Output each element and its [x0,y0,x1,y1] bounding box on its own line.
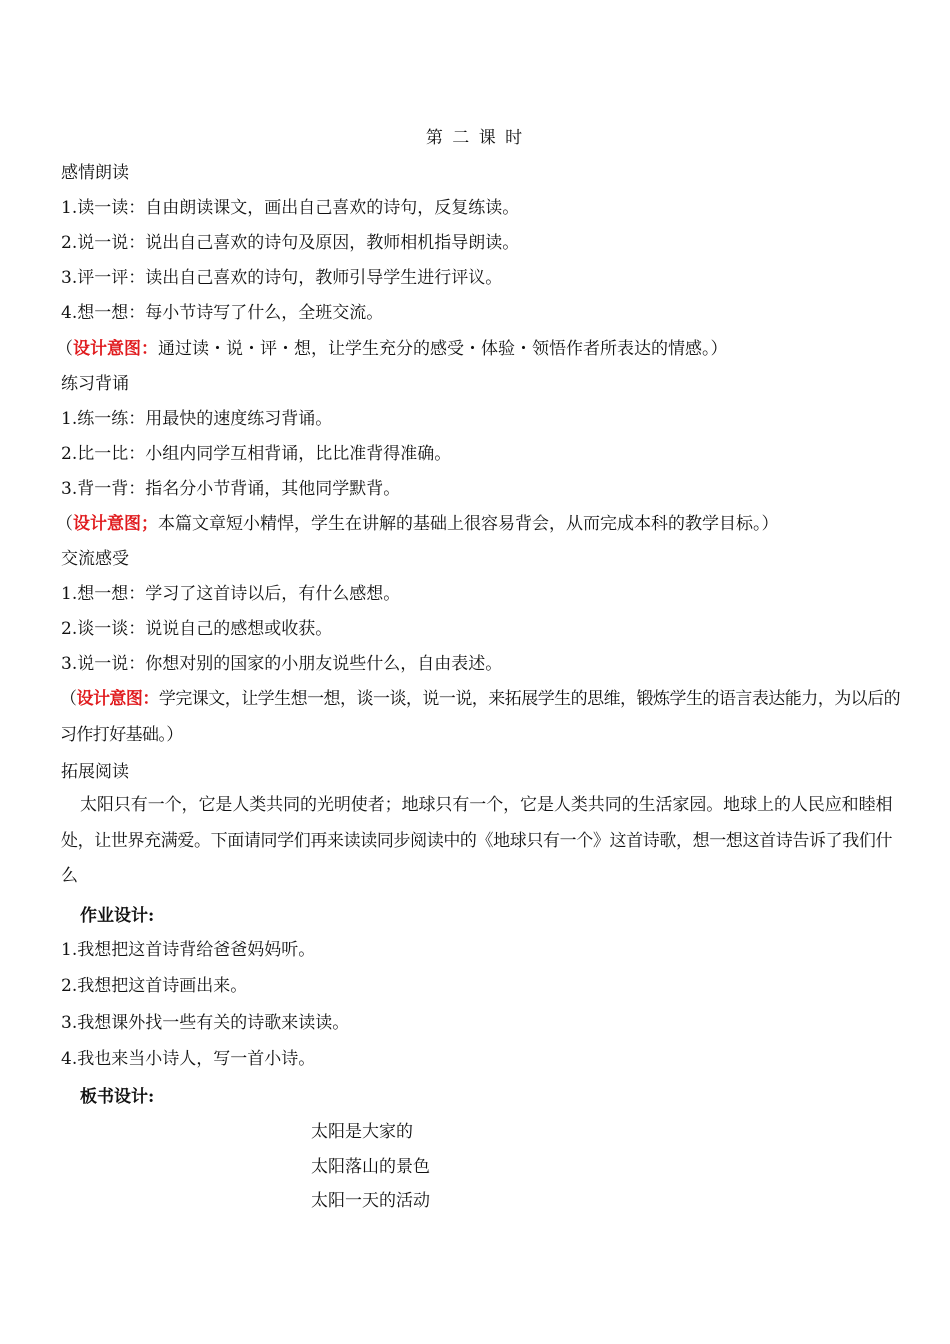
design-intent-note [60,682,900,753]
list-item: 1.我想把这首诗背给爸爸妈妈听。 [61,940,316,960]
design-intent-text: 本篇文章短小精悍，学生在讲解的基础上很容易背会，从而完成本科的教学目标。） [158,514,779,534]
board-line: 太阳一天的活动 [311,1191,430,1211]
list-item: 3.说一说：你想对别的国家的小朋友说些什么，自由表述。 [61,654,503,674]
list-item: 1.想一想：学习了这首诗以后，有什么感想。 [61,584,401,604]
list-item: 3.我想课外找一些有关的诗歌来读读。 [61,1013,350,1033]
section-heading: 交流感受 [61,549,129,569]
list-item: 3.评一评：读出自己喜欢的诗句，教师引导学生进行评议。 [61,268,503,288]
design-intent-note [56,337,900,361]
list-item: 1.读一读：自由朗读课文，画出自己喜欢的诗句，反复练读。 [61,198,520,218]
list-item: 3.背一背：指名分小节背诵，其他同学默背。 [61,479,401,499]
list-item: 2.说一说：说出自己喜欢的诗句及原因，教师相机指导朗读。 [61,233,520,253]
page-title: 第 二 课 时 [425,128,525,148]
design-intent-open-paren: （ [56,339,73,359]
board-line: 太阳落山的景色 [311,1157,430,1177]
design-intent-label: 设计意图： [76,689,159,709]
design-intent-text: 通过读・说・评・想，让学生充分的感受・体验・领悟作者所表达的情感。） [158,339,728,359]
design-intent-label: 设计意图： [73,339,158,359]
section-heading: 练习背诵 [61,374,129,394]
board-line: 太阳是大家的 [311,1122,413,1142]
list-item: 2.比一比：小组内同学互相背诵，比比准背得准确。 [61,444,452,464]
design-intent-open-paren: （ [56,514,73,534]
list-item: 2.我想把这首诗画出来。 [61,976,248,996]
list-item: 1.练一练：用最快的速度练习背诵。 [61,409,333,429]
list-item: 4.想一想：每小节诗写了什么，全班交流。 [61,303,384,323]
list-item: 2.谈一谈：说说自己的感想或收获。 [61,619,333,639]
section-heading: 感情朗读 [61,163,129,183]
design-intent-label: 设计意图； [73,514,158,534]
board-heading: 板书设计: [80,1087,155,1107]
design-intent-note [56,512,900,536]
design-intent-open-paren: （ [60,689,77,709]
section-heading: 拓展阅读 [61,762,129,782]
extension-paragraph: 太阳只有一个，它是人类共同的光明使者；地球只有一个，它是人类共同的生活家园。地球上的人民应和睦相处，让世界充满爱。下面请同学们再来读读同步阅读中的《地球只有一个》这首诗歌，想一想这首诗告诉了我们什么 [61,795,892,886]
homework-heading: 作业设计: [80,906,155,926]
design-intent-text: 学完课文，让学生想一想，谈一谈，说一说，来拓展学生的思维，锻炼学生的语言表达能力，为以后的习作打好基础。） [60,689,901,745]
list-item: 4.我也来当小诗人，写一首小诗。 [61,1049,316,1069]
